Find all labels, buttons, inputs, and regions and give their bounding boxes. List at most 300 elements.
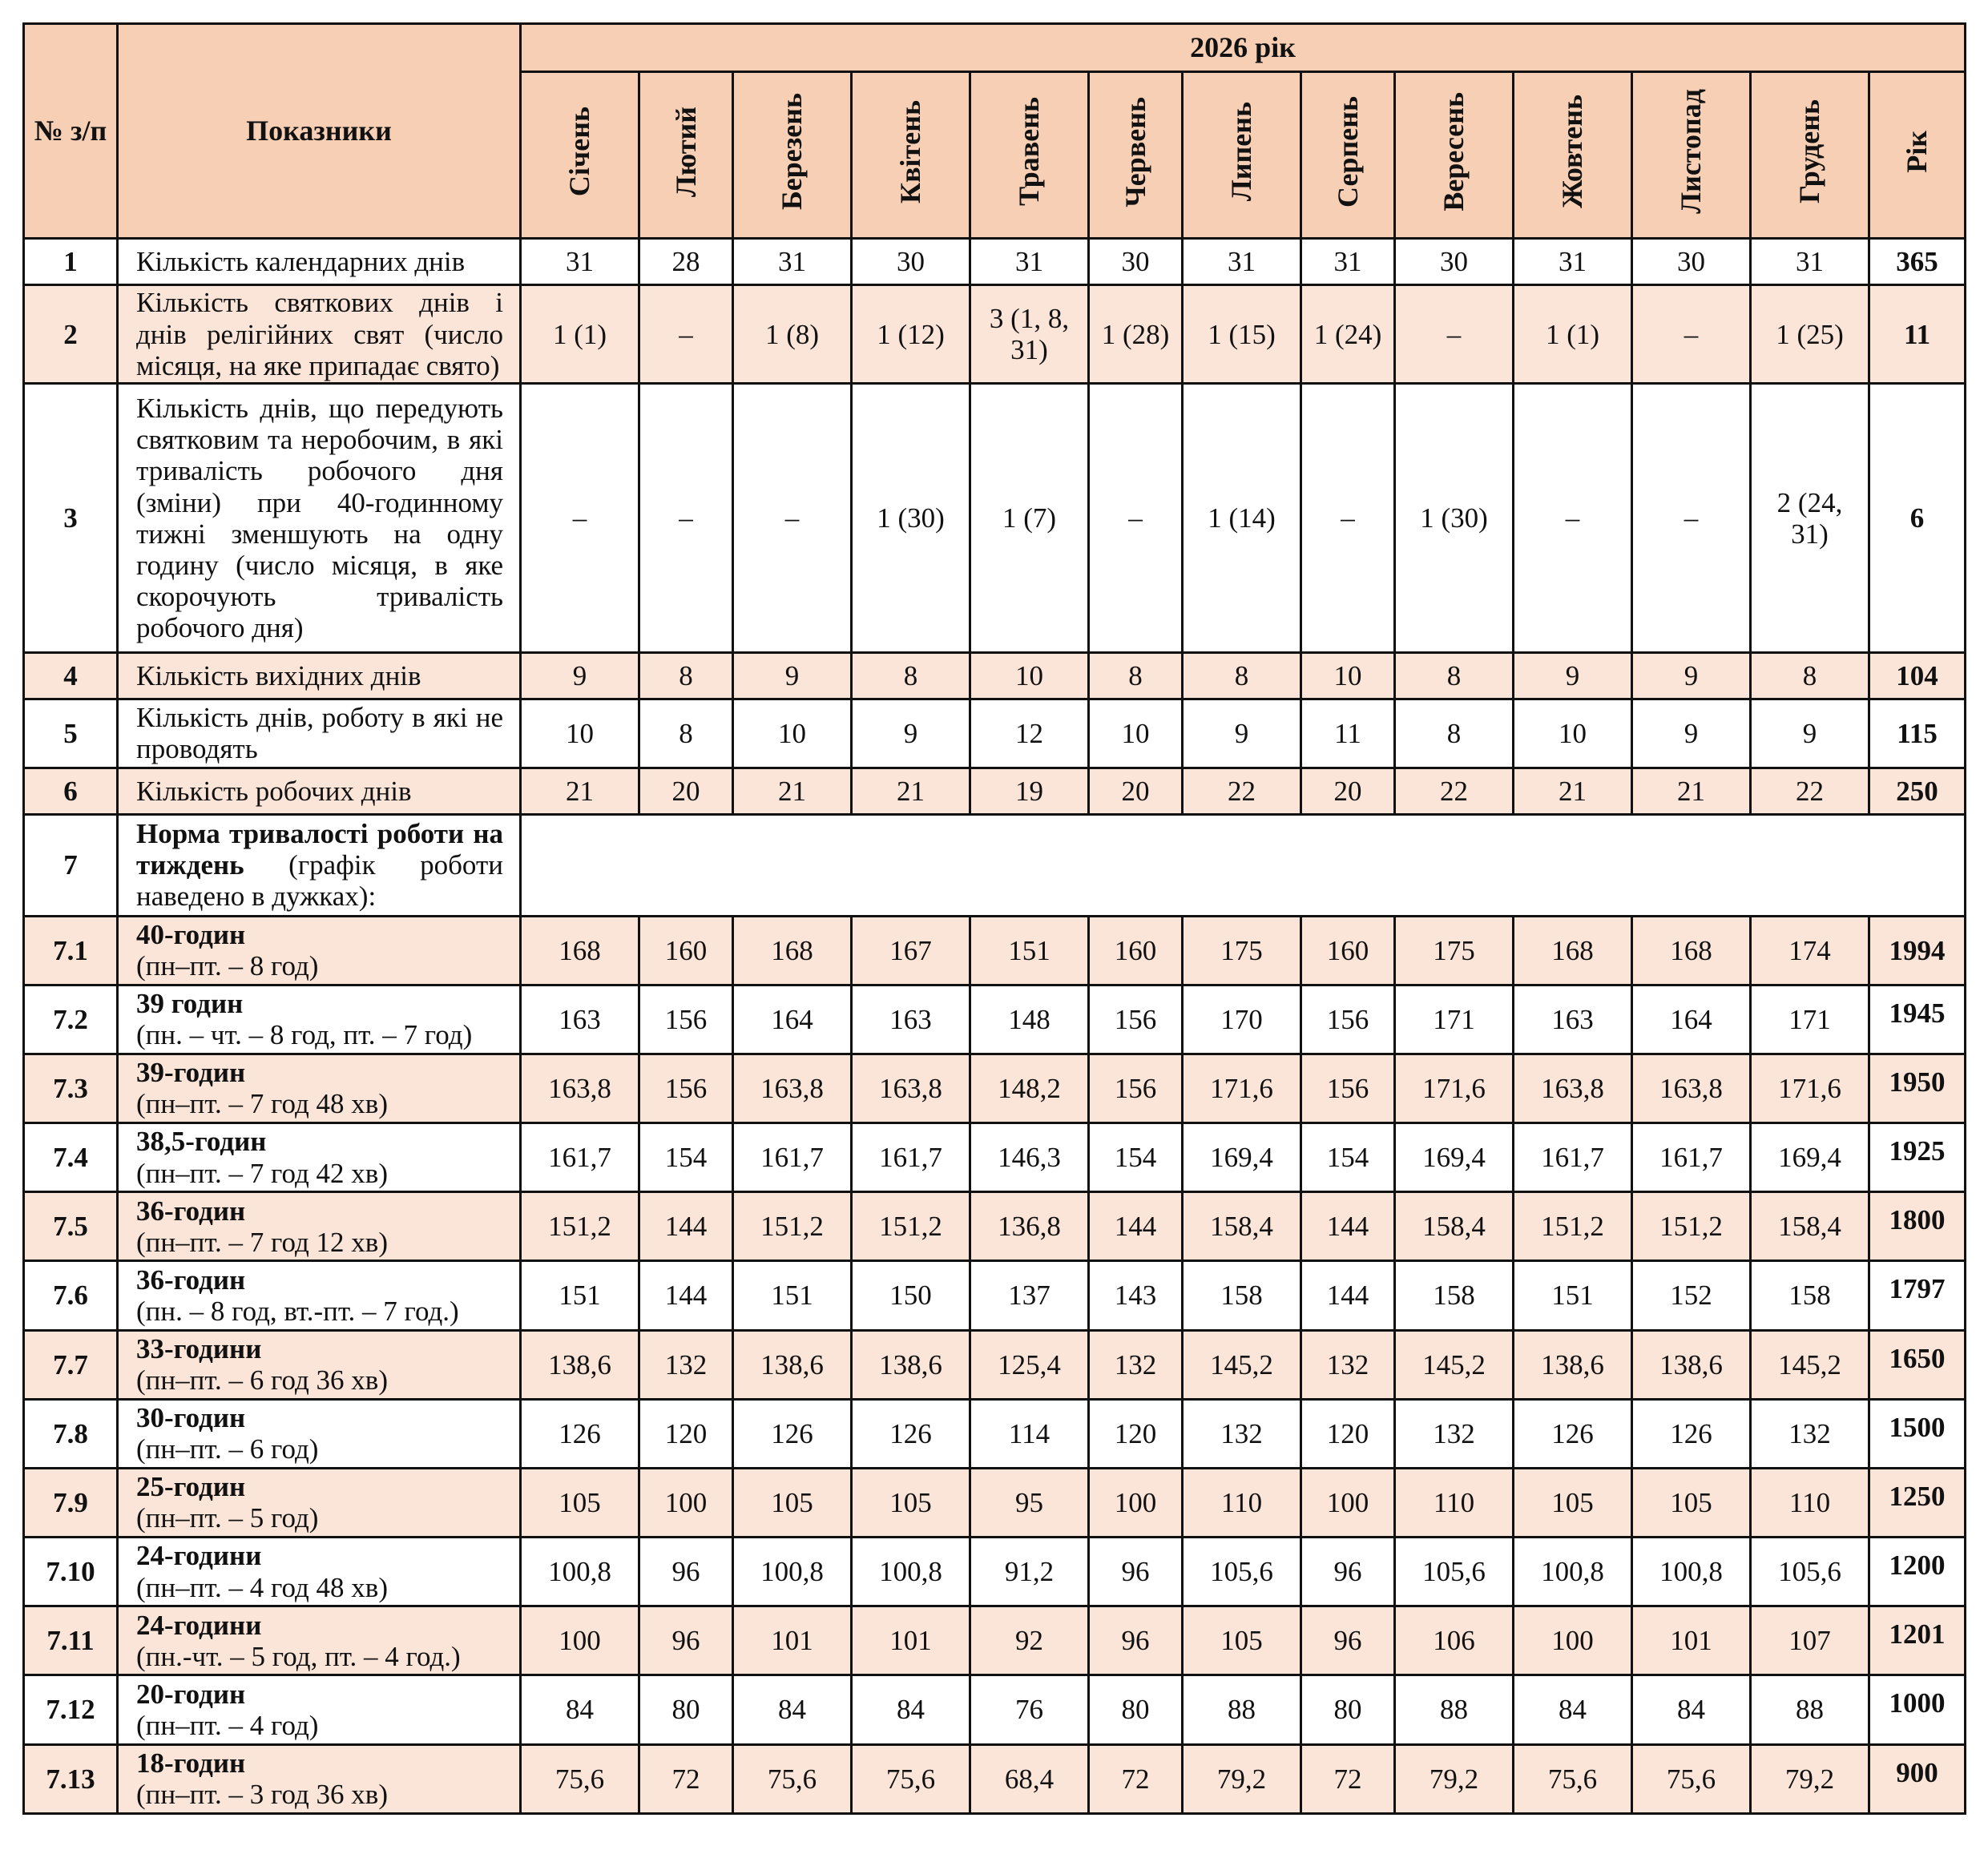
month-value: 9: [1632, 653, 1751, 699]
month-value: 132: [1395, 1399, 1514, 1468]
norm-title: 24-години: [136, 1609, 262, 1641]
norm-label: [118, 985, 521, 1054]
month-value: 132: [1183, 1399, 1301, 1468]
row-label: Кількість святкових днів і днів релігійних свят (число місяця, на яке припадає свято): [118, 284, 521, 384]
total-header: Рік: [1869, 72, 1966, 239]
norm-label: [118, 1261, 521, 1330]
month-value: 31: [970, 239, 1089, 285]
month-value: 120: [1301, 1399, 1395, 1468]
month-value: 169,4: [1751, 1123, 1869, 1192]
month-value: 9: [1183, 699, 1301, 768]
month-value: 138,6: [852, 1330, 970, 1399]
month-value: 171,6: [1751, 1054, 1869, 1122]
section-row: [24, 814, 1966, 916]
month-value: 138,6: [521, 1330, 639, 1399]
row-number: 7: [24, 814, 118, 916]
month-value: 151: [733, 1261, 852, 1330]
month-header: Липень: [1183, 72, 1301, 239]
month-value: 1 (12): [852, 284, 970, 384]
table-row: [24, 1399, 1966, 1468]
month-value: 75,6: [521, 1744, 639, 1813]
month-value: 154: [639, 1123, 733, 1192]
norm-title: 24-години: [136, 1540, 262, 1572]
table-row: [24, 1261, 1966, 1330]
year-total: 1650: [1869, 1330, 1966, 1399]
month-value: 168: [733, 916, 852, 985]
year-total: 1200: [1869, 1538, 1966, 1606]
month-value: 2 (24, 31): [1751, 384, 1869, 653]
month-value: 114: [970, 1399, 1089, 1468]
month-value: 21: [733, 768, 852, 815]
year-total: 1797: [1869, 1261, 1966, 1330]
table-row: [24, 985, 1966, 1054]
month-value: –: [1301, 384, 1395, 653]
month-value: 10: [521, 699, 639, 768]
month-value: 144: [1301, 1192, 1395, 1261]
month-value: 145,2: [1751, 1330, 1869, 1399]
row-number: 7.8: [24, 1399, 118, 1468]
month-value: 105,6: [1183, 1538, 1301, 1606]
month-value: 10: [1301, 653, 1395, 699]
norm-schedule: (пн–пт. – 3 год 36 хв): [136, 1779, 388, 1811]
month-value: 136,8: [970, 1192, 1089, 1261]
month-value: 163,8: [1632, 1054, 1751, 1122]
row-number: 1: [24, 239, 118, 285]
month-value: 169,4: [1183, 1123, 1301, 1192]
month-value: 91,2: [970, 1538, 1089, 1606]
month-value: 170: [1183, 985, 1301, 1054]
table-row: [24, 768, 1966, 815]
table-row: [24, 1330, 1966, 1399]
norm-label: [118, 1606, 521, 1675]
month-value: 75,6: [1632, 1744, 1751, 1813]
month-value: 144: [1089, 1192, 1183, 1261]
row-number: 3: [24, 384, 118, 653]
month-value: 156: [639, 985, 733, 1054]
norm-schedule: (пн–пт. – 5 год): [136, 1502, 319, 1534]
month-value: 145,2: [1183, 1330, 1301, 1399]
month-value: 126: [1632, 1399, 1751, 1468]
table-row: [24, 916, 1966, 985]
norm-label: [118, 1399, 521, 1468]
norm-title: 20-годин: [136, 1678, 246, 1710]
month-value: 30: [1089, 239, 1183, 285]
month-value: –: [733, 384, 852, 653]
month-value: 20: [1301, 768, 1395, 815]
month-value: –: [639, 284, 733, 384]
month-value: 160: [1301, 916, 1395, 985]
month-value: 1 (24): [1301, 284, 1395, 384]
month-value: 161,7: [852, 1123, 970, 1192]
month-value: 151: [970, 916, 1089, 985]
month-value: 161,7: [733, 1123, 852, 1192]
month-value: 3 (1, 8, 31): [970, 284, 1089, 384]
month-value: 105,6: [1395, 1538, 1514, 1606]
year-total: 1950: [1869, 1054, 1966, 1122]
month-header: Серпень: [1301, 72, 1395, 239]
month-value: 171,6: [1395, 1054, 1514, 1122]
table-row: [24, 1675, 1966, 1744]
table-row: [24, 239, 1966, 285]
month-value: 120: [639, 1399, 733, 1468]
month-value: 163,8: [733, 1054, 852, 1122]
month-value: 138,6: [1632, 1330, 1751, 1399]
month-header: Грудень: [1751, 72, 1869, 239]
month-value: 151: [521, 1261, 639, 1330]
month-value: 100: [1514, 1606, 1632, 1675]
norm-schedule: (пн–пт. – 4 год): [136, 1710, 319, 1741]
month-value: 174: [1751, 916, 1869, 985]
month-value: 96: [639, 1606, 733, 1675]
year-total: 900: [1869, 1744, 1966, 1813]
norm-title: 39 годин: [136, 988, 244, 1020]
norm-label: [118, 1123, 521, 1192]
month-value: 138,6: [733, 1330, 852, 1399]
row-number: 7.5: [24, 1192, 118, 1261]
month-value: 101: [852, 1606, 970, 1675]
month-value: 146,3: [970, 1123, 1089, 1192]
norm-label: [118, 1192, 521, 1261]
norm-title: 36-годин: [136, 1195, 246, 1227]
month-value: 160: [1089, 916, 1183, 985]
norm-schedule: (пн–пт. – 6 год): [136, 1433, 319, 1465]
month-value: 138,6: [1514, 1330, 1632, 1399]
row-number: 7.11: [24, 1606, 118, 1675]
month-value: 168: [521, 916, 639, 985]
month-value: 84: [852, 1675, 970, 1744]
norm-label: [118, 1054, 521, 1122]
row-label: Кількість календарних днів: [118, 239, 521, 285]
norm-schedule: (пн.-чт. – 5 год, пт. – 4 год.): [136, 1640, 461, 1672]
month-value: 20: [1089, 768, 1183, 815]
month-value: 154: [1301, 1123, 1395, 1192]
month-value: 9: [852, 699, 970, 768]
month-value: 105: [852, 1468, 970, 1537]
month-value: 151,2: [1514, 1192, 1632, 1261]
norm-title: 25-годин: [136, 1471, 246, 1503]
month-value: 21: [1514, 768, 1632, 815]
month-header: Листопад: [1632, 72, 1751, 239]
month-value: 171,6: [1183, 1054, 1301, 1122]
table-row: [24, 1538, 1966, 1606]
month-header: Березень: [733, 72, 852, 239]
norm-schedule: (пн–пт. – 7 год 12 хв): [136, 1226, 388, 1258]
month-value: 75,6: [852, 1744, 970, 1813]
month-value: 8: [1089, 653, 1183, 699]
month-value: 8: [639, 653, 733, 699]
month-value: 1 (28): [1089, 284, 1183, 384]
month-value: 163,8: [1514, 1054, 1632, 1122]
month-value: 31: [733, 239, 852, 285]
year-total: 1250: [1869, 1468, 1966, 1537]
norm-label: [118, 1744, 521, 1813]
month-value: 72: [639, 1744, 733, 1813]
month-value: 31: [1751, 239, 1869, 285]
month-value: 148,2: [970, 1054, 1089, 1122]
month-value: 100: [1089, 1468, 1183, 1537]
norm-schedule: (пн. – 8 год, вт.-пт. – 7 год.): [136, 1295, 459, 1327]
month-value: –: [1395, 284, 1514, 384]
norm-label: [118, 1330, 521, 1399]
month-value: 9: [1514, 653, 1632, 699]
month-value: 31: [1514, 239, 1632, 285]
month-value: 110: [1183, 1468, 1301, 1537]
year-total: 115: [1869, 699, 1966, 768]
norm-title: 40-годин: [136, 918, 246, 950]
year-total: 1925: [1869, 1123, 1966, 1192]
month-value: 158: [1395, 1261, 1514, 1330]
month-value: 152: [1632, 1261, 1751, 1330]
row-number: 7.9: [24, 1468, 118, 1537]
month-value: 105: [733, 1468, 852, 1537]
month-value: 31: [521, 239, 639, 285]
month-value: 167: [852, 916, 970, 985]
month-value: 163,8: [852, 1054, 970, 1122]
month-value: 107: [1751, 1606, 1869, 1675]
month-value: 80: [1089, 1675, 1183, 1744]
row-label: Кількість днів, роботу в які не проводять: [118, 699, 521, 768]
month-value: 92: [970, 1606, 1089, 1675]
year-total: 1994: [1869, 916, 1966, 985]
month-value: 79,2: [1751, 1744, 1869, 1813]
row-number: 7.7: [24, 1330, 118, 1399]
month-value: 163: [1514, 985, 1632, 1054]
table-row: [24, 1123, 1966, 1192]
month-value: 9: [521, 653, 639, 699]
month-value: 1 (14): [1183, 384, 1301, 653]
month-value: 154: [1089, 1123, 1183, 1192]
month-value: 84: [1632, 1675, 1751, 1744]
month-value: 125,4: [970, 1330, 1089, 1399]
month-value: 9: [1751, 699, 1869, 768]
norm-title: 39-годин: [136, 1057, 246, 1089]
month-value: 20: [639, 768, 733, 815]
month-value: 72: [1301, 1744, 1395, 1813]
month-value: 158: [1183, 1261, 1301, 1330]
norm-schedule: (пн. – чт. – 8 год, пт. – 7 год): [136, 1019, 473, 1051]
row-number: 2: [24, 284, 118, 384]
month-value: 156: [1089, 1054, 1183, 1122]
month-value: 1 (15): [1183, 284, 1301, 384]
month-value: 168: [1632, 916, 1751, 985]
month-value: 79,2: [1395, 1744, 1514, 1813]
norm-schedule: (пн–пт. – 4 год 48 хв): [136, 1571, 388, 1603]
norm-title: 38,5-годин: [136, 1126, 267, 1158]
month-value: 100: [639, 1468, 733, 1537]
norm-schedule: (пн–пт. – 7 год 42 хв): [136, 1157, 388, 1189]
month-value: 105: [521, 1468, 639, 1537]
month-value: 132: [1301, 1330, 1395, 1399]
number-header: № з/п: [24, 24, 118, 239]
row-number: 7.12: [24, 1675, 118, 1744]
month-value: 30: [1632, 239, 1751, 285]
year-total: 104: [1869, 653, 1966, 699]
month-value: 19: [970, 768, 1089, 815]
section-label-rest: (графік роботи наведено в дужках):: [136, 849, 503, 913]
month-value: 8: [1183, 653, 1301, 699]
month-value: 144: [639, 1192, 733, 1261]
month-value: 8: [1395, 699, 1514, 768]
table-row: [24, 1192, 1966, 1261]
row-label: Кількість вихідних днів: [118, 653, 521, 699]
month-value: 96: [1089, 1606, 1183, 1675]
row-number: 7.13: [24, 1744, 118, 1813]
month-value: 164: [733, 985, 852, 1054]
month-value: –: [1632, 384, 1751, 653]
month-value: 160: [639, 916, 733, 985]
month-value: 22: [1395, 768, 1514, 815]
month-value: 132: [1751, 1399, 1869, 1468]
table-row: [24, 653, 1966, 699]
norm-label: [118, 1675, 521, 1744]
month-value: 126: [521, 1399, 639, 1468]
month-value: 79,2: [1183, 1744, 1301, 1813]
month-header: Вересень: [1395, 72, 1514, 239]
month-value: 101: [733, 1606, 852, 1675]
year-total: 1000: [1869, 1675, 1966, 1744]
month-value: 105: [1632, 1468, 1751, 1537]
year-total: 6: [1869, 384, 1966, 653]
month-value: 156: [1301, 1054, 1395, 1122]
table-row: [24, 1744, 1966, 1813]
row-number: 7.2: [24, 985, 118, 1054]
month-header: Січень: [521, 72, 639, 239]
month-value: 100,8: [1514, 1538, 1632, 1606]
table-row: [24, 284, 1966, 384]
month-value: 80: [639, 1675, 733, 1744]
month-value: 105: [1514, 1468, 1632, 1537]
month-value: 120: [1089, 1399, 1183, 1468]
row-number: 7.3: [24, 1054, 118, 1122]
month-value: 100: [521, 1606, 639, 1675]
month-value: 151,2: [733, 1192, 852, 1261]
month-value: 10: [1089, 699, 1183, 768]
month-value: 100,8: [852, 1538, 970, 1606]
row-label: Кількість робочих днів: [118, 768, 521, 815]
month-value: 96: [639, 1538, 733, 1606]
month-value: 110: [1395, 1468, 1514, 1537]
month-value: 151,2: [521, 1192, 639, 1261]
month-value: 28: [639, 239, 733, 285]
month-value: 163: [521, 985, 639, 1054]
month-value: 10: [1514, 699, 1632, 768]
month-value: 151,2: [852, 1192, 970, 1261]
month-value: 158,4: [1751, 1192, 1869, 1261]
month-value: 84: [1514, 1675, 1632, 1744]
month-value: 156: [1301, 985, 1395, 1054]
month-value: 161,7: [1632, 1123, 1751, 1192]
month-header: Червень: [1089, 72, 1183, 239]
month-value: 145,2: [1395, 1330, 1514, 1399]
month-value: 22: [1183, 768, 1301, 815]
month-value: 171: [1395, 985, 1514, 1054]
month-value: 101: [1632, 1606, 1751, 1675]
month-value: 168: [1514, 916, 1632, 985]
row-number: 4: [24, 653, 118, 699]
month-value: 126: [733, 1399, 852, 1468]
month-value: 132: [1089, 1330, 1183, 1399]
norm-title: 30-годин: [136, 1402, 246, 1434]
month-value: 84: [733, 1675, 852, 1744]
month-value: 9: [733, 653, 852, 699]
month-value: 1 (8): [733, 284, 852, 384]
month-value: 72: [1089, 1744, 1183, 1813]
month-value: 11: [1301, 699, 1395, 768]
month-value: 8: [639, 699, 733, 768]
month-header: Жовтень: [1514, 72, 1632, 239]
month-value: 88: [1751, 1675, 1869, 1744]
year-total: 365: [1869, 239, 1966, 285]
month-value: 9: [1632, 699, 1751, 768]
month-value: 175: [1183, 916, 1301, 985]
month-value: 169,4: [1395, 1123, 1514, 1192]
table-row: [24, 1054, 1966, 1122]
month-value: 158,4: [1395, 1192, 1514, 1261]
month-value: 95: [970, 1468, 1089, 1537]
month-value: 21: [852, 768, 970, 815]
row-number: 7.10: [24, 1538, 118, 1606]
month-value: 96: [1301, 1606, 1395, 1675]
section-label-bold: Норма тривалості роботи на тиждень: [136, 817, 503, 881]
month-value: 30: [852, 239, 970, 285]
month-value: 163,8: [521, 1054, 639, 1122]
year-total: 1800: [1869, 1192, 1966, 1261]
month-value: 21: [521, 768, 639, 815]
row-number: 7.6: [24, 1261, 118, 1330]
month-value: 144: [1301, 1261, 1395, 1330]
month-value: 171: [1751, 985, 1869, 1054]
month-value: 100: [1301, 1468, 1395, 1537]
norm-schedule: (пн–пт. – 6 год 36 хв): [136, 1364, 388, 1397]
row-number: 7.4: [24, 1123, 118, 1192]
norm-label: [118, 1538, 521, 1606]
month-value: 100,8: [1632, 1538, 1751, 1606]
month-value: 158,4: [1183, 1192, 1301, 1261]
row-number: 5: [24, 699, 118, 768]
month-value: 8: [1751, 653, 1869, 699]
norm-title: 18-годин: [136, 1747, 246, 1779]
month-value: 22: [1751, 768, 1869, 815]
month-value: 106: [1395, 1606, 1514, 1675]
month-value: 31: [1301, 239, 1395, 285]
month-value: 105: [1183, 1606, 1301, 1675]
section-label: [118, 814, 521, 916]
row-label: Кількість днів, що передують святковим та неробочим, в які тривалість робочого дня (зміни) при 40-годинному тижні зменшують на одну годину (число місяця, в яке скорочують тривалість робочого дня): [118, 384, 521, 653]
month-value: 80: [1301, 1675, 1395, 1744]
table-row: [24, 1468, 1966, 1537]
row-number: 6: [24, 768, 118, 815]
month-value: 30: [1395, 239, 1514, 285]
month-header: Травень: [970, 72, 1089, 239]
year-total: 1201: [1869, 1606, 1966, 1675]
table-row: [24, 699, 1966, 768]
month-value: –: [639, 384, 733, 653]
month-value: 100,8: [521, 1538, 639, 1606]
month-value: 150: [852, 1261, 970, 1330]
month-value: –: [1632, 284, 1751, 384]
norm-title: 36-годин: [136, 1264, 246, 1296]
month-value: 88: [1395, 1675, 1514, 1744]
month-value: 1 (7): [970, 384, 1089, 653]
year-total: 1945: [1869, 985, 1966, 1054]
month-value: –: [1089, 384, 1183, 653]
month-value: 163: [852, 985, 970, 1054]
table-row: [24, 1606, 1966, 1675]
month-value: 143: [1089, 1261, 1183, 1330]
norm-label: [118, 916, 521, 985]
month-value: 1 (30): [852, 384, 970, 653]
month-value: 76: [970, 1675, 1089, 1744]
